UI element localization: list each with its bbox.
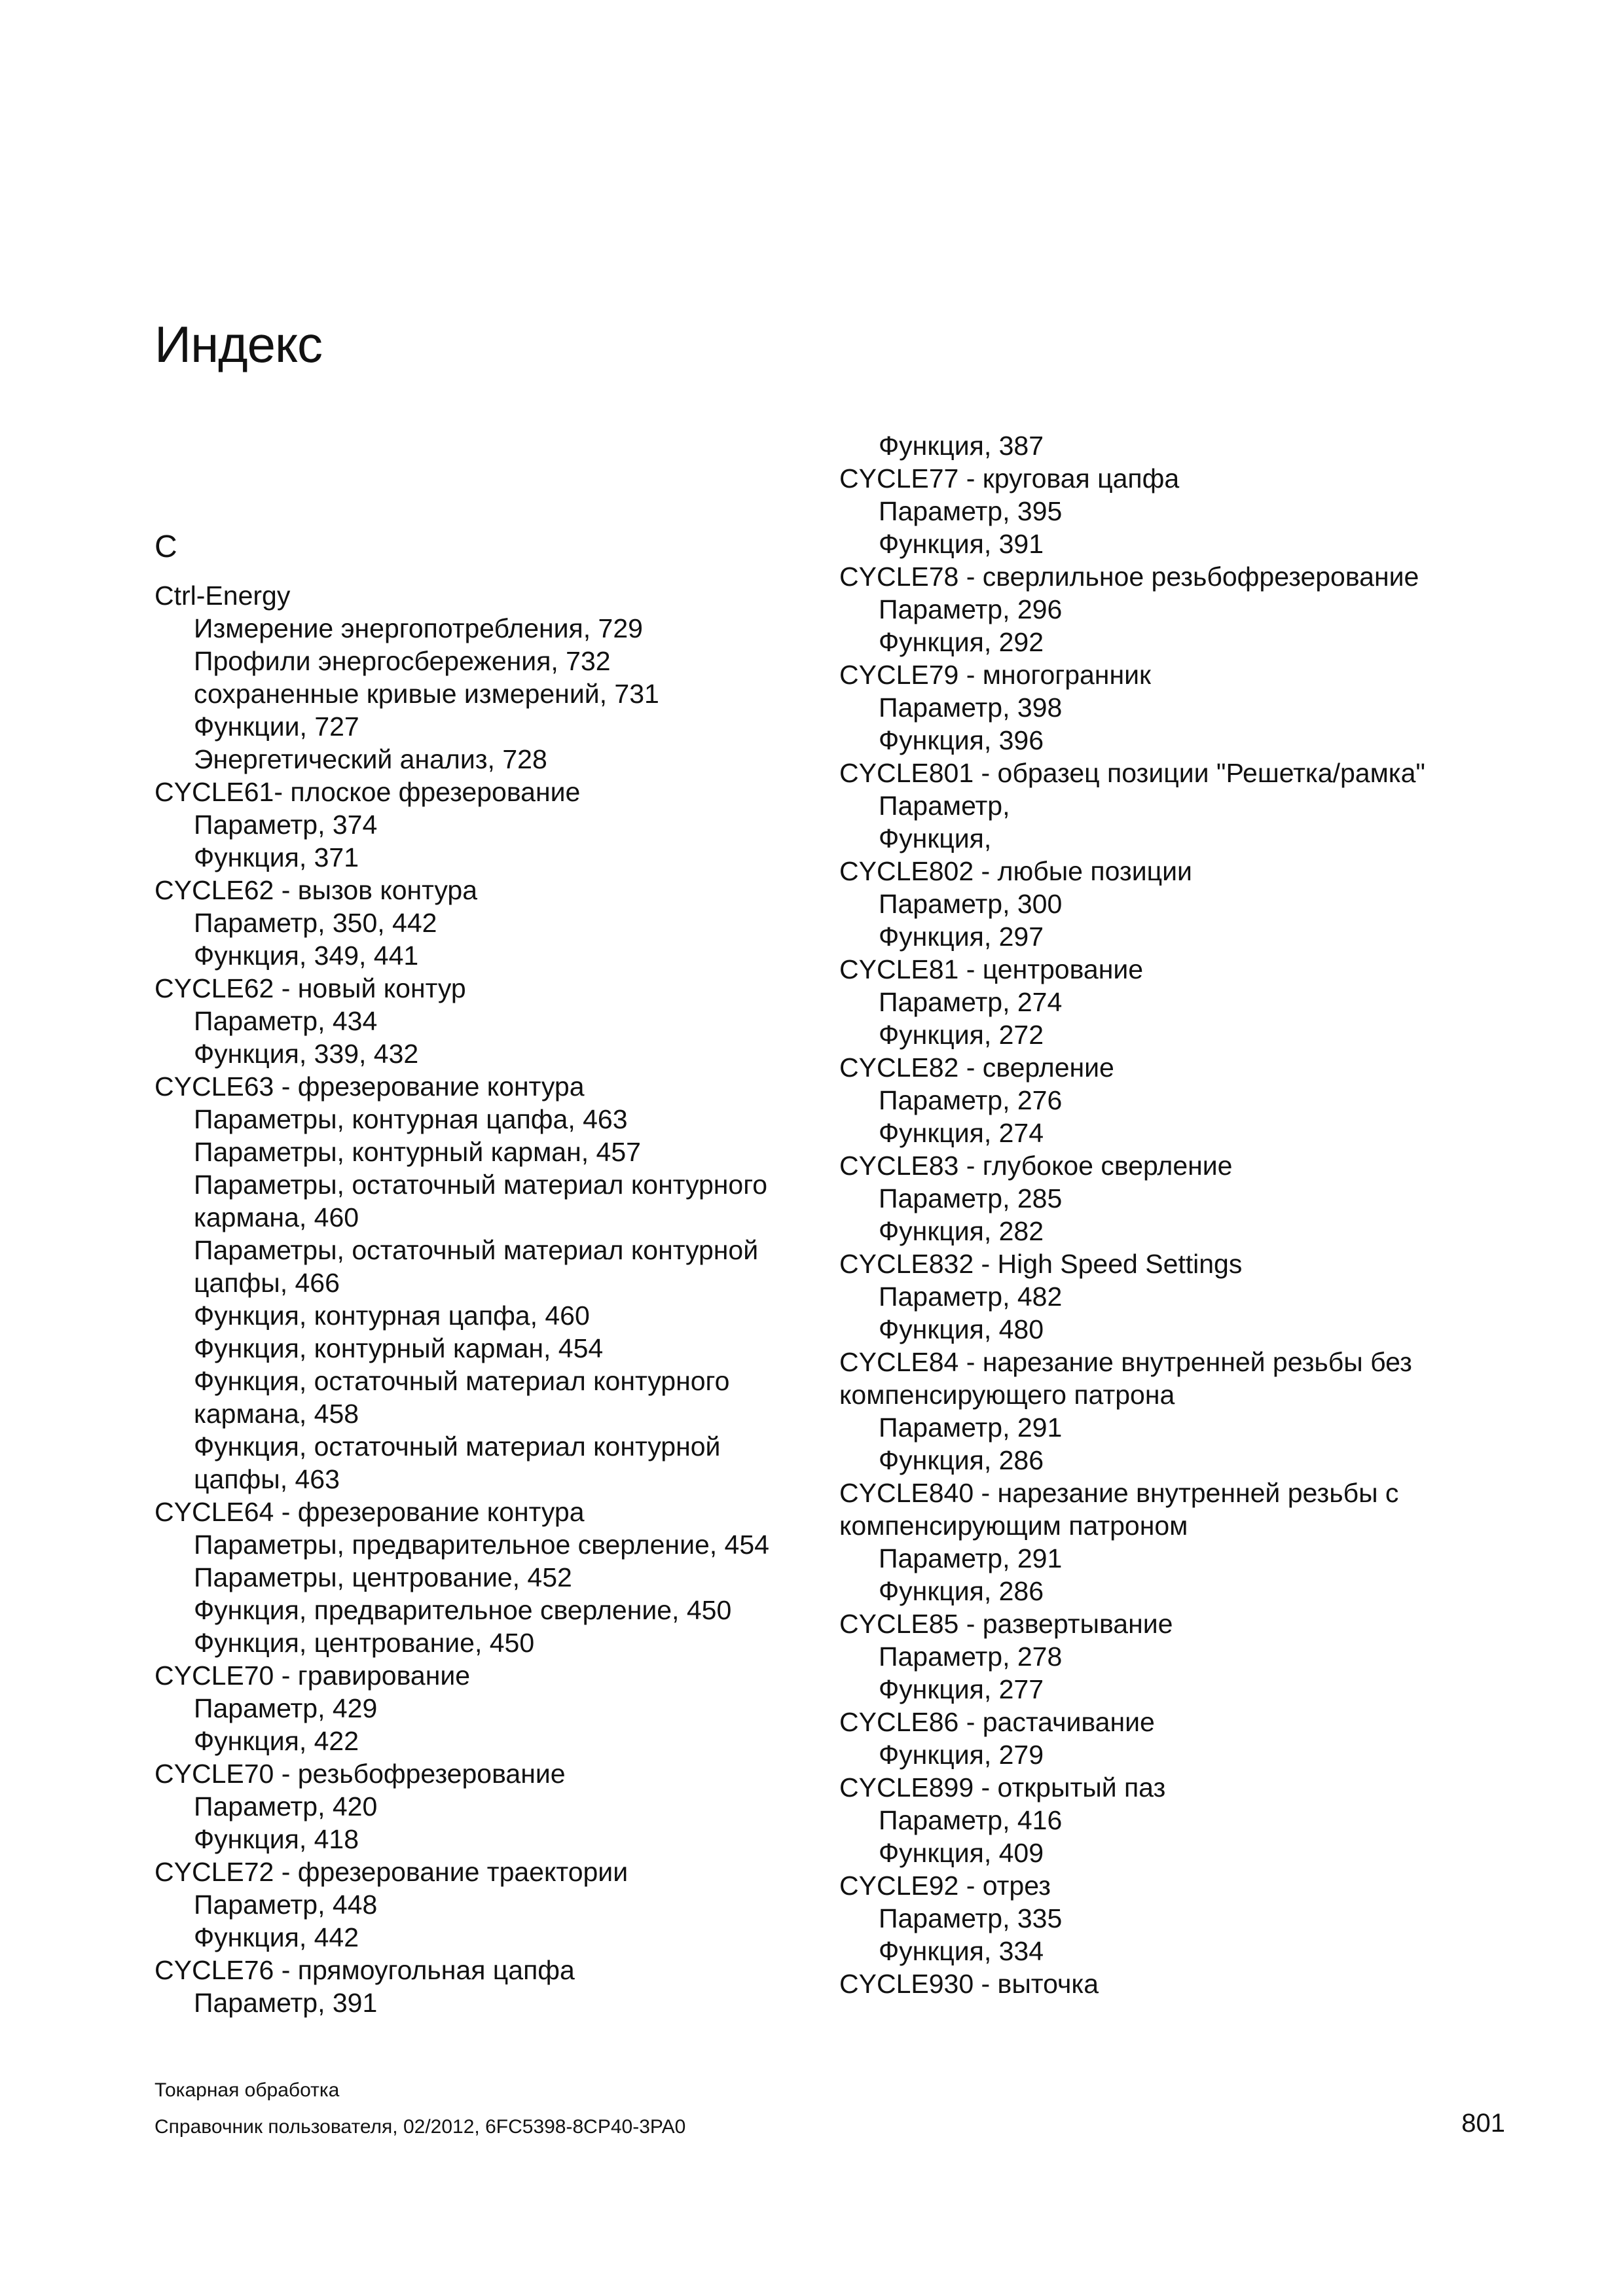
- index-subentry: Функция, 339, 432: [194, 1039, 419, 1069]
- footer-document-title: Токарная обработка: [155, 2079, 340, 2101]
- index-entry: CYCLE61- плоское фрезерование: [155, 777, 581, 807]
- index-subentry: Параметр, 420: [194, 1791, 378, 1821]
- index-subentry: Параметры, контурная цапфа, 463: [194, 1104, 628, 1134]
- index-entry: CYCLE840 - нарезание внутренней резьбы с: [839, 1478, 1399, 1508]
- index-subentry: Функция, 272: [879, 1020, 1044, 1050]
- index-subentry: Функция, 391: [879, 529, 1044, 559]
- index-entry: CYCLE63 - фрезерование контура: [155, 1071, 585, 1102]
- index-subentry: Параметр, 291: [879, 1412, 1063, 1443]
- index-subentry: Параметры, остаточный материал контурной: [194, 1235, 759, 1265]
- index-entry: CYCLE83 - глубокое сверление: [839, 1151, 1233, 1181]
- index-entry: CYCLE79 - многогранник: [839, 660, 1151, 690]
- index-subentry: Параметр, 335: [879, 1903, 1063, 1933]
- index-entry: CYCLE76 - прямоугольная цапфа: [155, 1955, 575, 1985]
- index-entry: CYCLE801 - образец позиции "Решетка/рамка": [839, 758, 1425, 788]
- index-subentry: Функция, 480: [879, 1314, 1044, 1344]
- index-entry: CYCLE86 - растачивание: [839, 1707, 1155, 1737]
- index-subentry: Параметр, 285: [879, 1183, 1063, 1213]
- index-subentry: Параметр, 434: [194, 1006, 378, 1036]
- index-subentry: Функция, остаточный материал контурной: [194, 1431, 721, 1462]
- index-subentry: Функция, 418: [194, 1824, 359, 1854]
- index-subentry: Параметр, 448: [194, 1890, 378, 1920]
- index-subentry: Функция, 282: [879, 1216, 1044, 1246]
- index-subentry: Параметр, 296: [879, 594, 1063, 624]
- index-subentry: Функции, 727: [194, 711, 359, 742]
- index-entry: Ctrl-Energy: [155, 581, 291, 611]
- index-subentry: Параметр, 482: [879, 1282, 1063, 1312]
- index-subentry: Параметр, 398: [879, 692, 1063, 723]
- index-subentry: Функция, 274: [879, 1118, 1044, 1148]
- index-subentry: Параметр, 350, 442: [194, 908, 437, 938]
- index-column-left: [155, 579, 809, 2019]
- index-subentry: кармана, 460: [194, 1202, 359, 1232]
- index-subentry: Функция, контурная цапфа, 460: [194, 1300, 590, 1331]
- index-subentry: Параметр, 278: [879, 1641, 1063, 1672]
- index-entry: компенсирующего патрона: [839, 1380, 1175, 1410]
- index-subentry: Параметр, 274: [879, 987, 1063, 1017]
- footer-document-info: Справочник пользователя, 02/2012, 6FC5398-8CP40-3PA0: [155, 2116, 686, 2138]
- index-column-right: [839, 429, 1494, 2000]
- index-entry: компенсирующим патроном: [839, 1511, 1188, 1541]
- index-entry: CYCLE930 - выточка: [839, 1969, 1099, 1999]
- index-entry: CYCLE802 - любые позиции: [839, 856, 1192, 886]
- index-subentry: Функция, центрование, 450: [194, 1628, 535, 1658]
- index-subentry: сохраненные кривые измерений, 731: [194, 679, 659, 709]
- index-entry: CYCLE85 - развертывание: [839, 1609, 1173, 1639]
- index-subentry: цапфы, 463: [194, 1464, 340, 1494]
- index-subentry: Параметр, 395: [879, 496, 1063, 526]
- index-entry: CYCLE64 - фрезерование контура: [155, 1497, 585, 1527]
- index-subentry: Параметр, 291: [879, 1543, 1063, 1573]
- index-subentry: Функция, 286: [879, 1445, 1044, 1475]
- index-subentry: Параметры, предварительное сверление, 454: [194, 1530, 769, 1560]
- index-subentry: Функция, предварительное сверление, 450: [194, 1595, 732, 1625]
- index-subentry: Функция, 396: [879, 725, 1044, 755]
- index-entry: CYCLE84 - нарезание внутренней резьбы без: [839, 1347, 1412, 1377]
- index-subentry: Профили энергосбережения, 732: [194, 646, 611, 676]
- index-subentry: Функция, 442: [194, 1922, 359, 1952]
- index-subentry: кармана, 458: [194, 1399, 359, 1429]
- index-subentry: Функция, контурный карман, 454: [194, 1333, 604, 1363]
- index-entry: CYCLE78 - сверлильное резьбофрезерование: [839, 562, 1419, 592]
- index-subentry: Функция, 409: [879, 1838, 1044, 1868]
- index-entry: CYCLE899 - открытый паз: [839, 1772, 1166, 1803]
- index-subentry: Функция,: [879, 823, 992, 853]
- page-number: 801: [1461, 2109, 1505, 2138]
- index-subentry: Функция, 286: [879, 1576, 1044, 1606]
- index-subentry: Параметр, 416: [879, 1805, 1063, 1835]
- index-subentry: Функция, 422: [194, 1726, 359, 1756]
- index-subentry: Функция, 334: [879, 1936, 1044, 1966]
- index-subentry: Параметр, 391: [194, 1988, 378, 2018]
- index-subentry: Функция, 387: [879, 431, 1044, 461]
- index-entry: CYCLE72 - фрезерование траектории: [155, 1857, 629, 1887]
- index-subentry: Энергетический анализ, 728: [194, 744, 547, 774]
- index-subentry: Функция, 277: [879, 1674, 1044, 1704]
- section-letter: C: [155, 529, 177, 564]
- index-entry: CYCLE77 - круговая цапфа: [839, 463, 1180, 493]
- index-entry: CYCLE62 - вызов контура: [155, 875, 478, 905]
- index-subentry: Функция, 371: [194, 842, 359, 872]
- index-subentry: Параметры, остаточный материал контурного: [194, 1170, 768, 1200]
- index-subentry: Измерение энергопотребления, 729: [194, 613, 643, 643]
- index-subentry: Параметр, 429: [194, 1693, 378, 1723]
- index-entry: CYCLE832 - High Speed Settings: [839, 1249, 1243, 1279]
- index-subentry: Параметр, 276: [879, 1085, 1063, 1115]
- index-subentry: Функция, 292: [879, 627, 1044, 657]
- index-entry: CYCLE62 - новый контур: [155, 973, 466, 1003]
- index-subentry: Функция, остаточный материал контурного: [194, 1366, 730, 1396]
- index-entry: CYCLE81 - центрование: [839, 954, 1144, 984]
- index-subentry: Параметр, 374: [194, 810, 378, 840]
- index-subentry: Функция, 279: [879, 1740, 1044, 1770]
- page-title: Индекс: [155, 315, 323, 373]
- index-subentry: Параметры, центрование, 452: [194, 1562, 572, 1592]
- index-subentry: Параметр,: [879, 791, 1010, 821]
- index-entry: CYCLE82 - сверление: [839, 1052, 1114, 1083]
- index-subentry: цапфы, 466: [194, 1268, 340, 1298]
- index-entry: CYCLE70 - резьбофрезерование: [155, 1759, 566, 1789]
- index-subentry: Функция, 297: [879, 922, 1044, 952]
- index-subentry: Параметры, контурный карман, 457: [194, 1137, 641, 1167]
- index-entry: CYCLE92 - отрез: [839, 1871, 1051, 1901]
- index-subentry: Функция, 349, 441: [194, 941, 419, 971]
- index-entry: CYCLE70 - гравирование: [155, 1660, 471, 1691]
- index-subentry: Параметр, 300: [879, 889, 1063, 919]
